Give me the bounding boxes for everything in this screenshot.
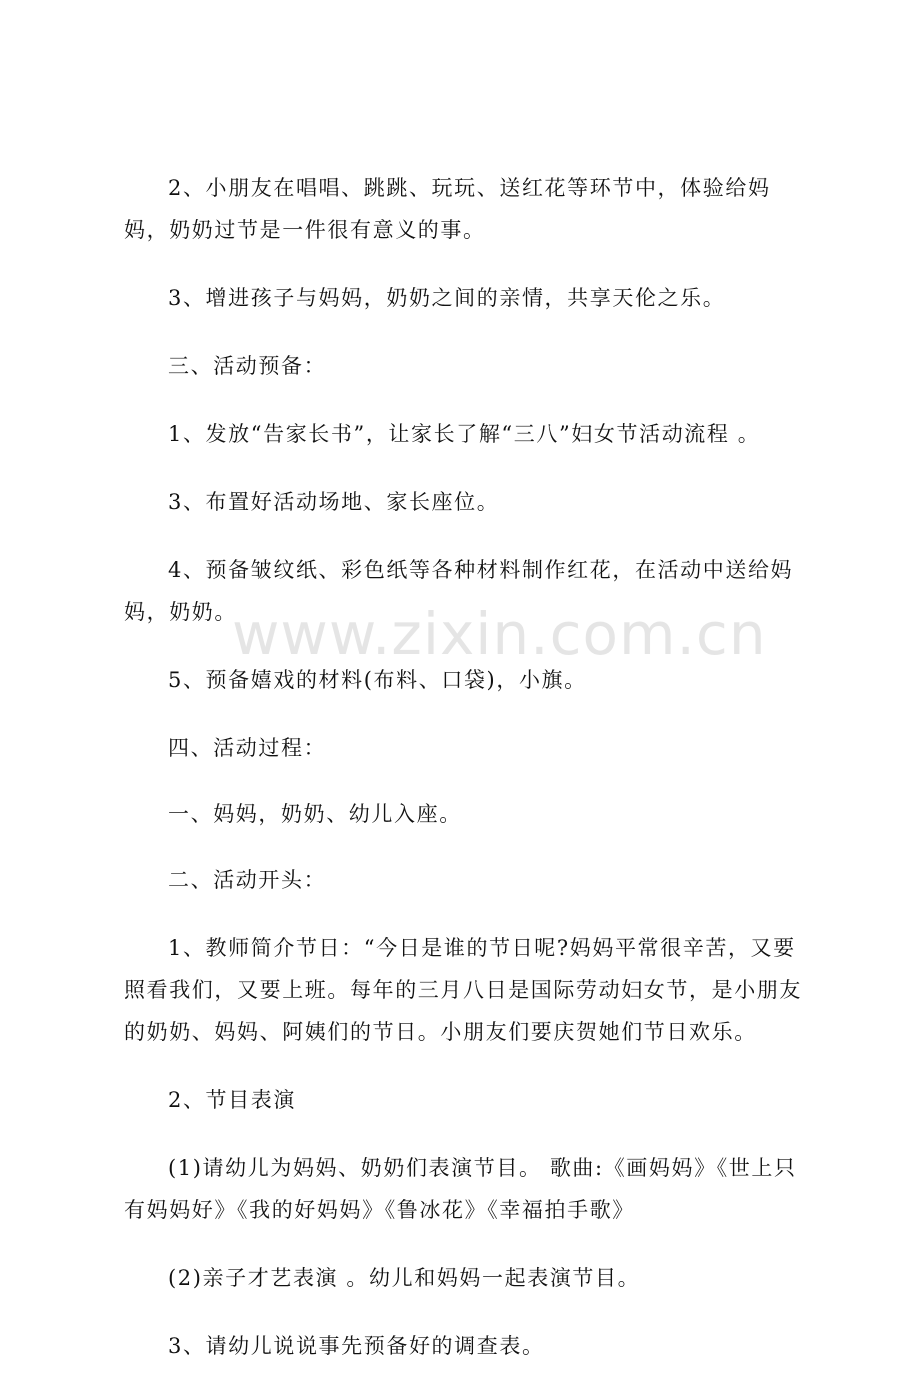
paragraph-item-2: 2、小朋友在唱唱、跳跳、玩玩、送红花等环节中，体验给妈妈，奶奶过节是一件很有意义的事。 bbox=[124, 176, 771, 242]
section-heading-preparation: 三、活动预备： bbox=[168, 354, 327, 378]
paragraph-prep-3: 3、布置好活动场地、家长座位。 bbox=[168, 490, 500, 514]
document-body bbox=[124, 167, 814, 1393]
paragraph-prep-1: 1、发放“告家长书”，让家长了解“三八”妇女节活动流程 。 bbox=[168, 422, 761, 446]
paragraph-parent-child: (2)亲子才艺表演 。幼儿和妈妈一起表演节目。 bbox=[168, 1266, 641, 1290]
paragraph-songs: (1)请幼儿为妈妈、奶奶们表演节目。 歌曲:《画妈妈》《世上只有妈妈好》《我的好妈妈》《鲁冰花》《幸福拍手歌》 bbox=[124, 1156, 797, 1222]
paragraph-prep-5: 5、预备嬉戏的材料(布料、口袋)，小旗。 bbox=[168, 668, 587, 692]
paragraph-survey: 3、请幼儿说说事先预备好的调查表。 bbox=[168, 1334, 545, 1358]
paragraph-prep-4: 4、预备皱纹纸、彩色纸等各种材料制作红花，在活动中送给妈妈，奶奶。 bbox=[124, 558, 794, 624]
section-heading-opening: 二、活动开头： bbox=[168, 868, 327, 892]
paragraph-performance: 2、节目表演 bbox=[168, 1088, 296, 1112]
paragraph-item-3: 3、增进孩子与妈妈，奶奶之间的亲情，共享天伦之乐。 bbox=[168, 286, 726, 310]
paragraph-teacher-intro: 1、教师简介节日：“今日是谁的节日呢?妈妈平常很辛苦，又要照看我们，又要上班。每年的三月八日是国际劳动妇女节，是小朋友的奶奶、妈妈、阿姨们的节日。小朋友们要庆贺她们节日欢乐。 bbox=[124, 936, 802, 1044]
section-heading-process: 四、活动过程： bbox=[168, 736, 327, 760]
paragraph-step-seat: 一、妈妈，奶奶、幼儿入座。 bbox=[168, 802, 462, 826]
watermark-text: www.zixin.com.cn bbox=[232, 600, 767, 668]
